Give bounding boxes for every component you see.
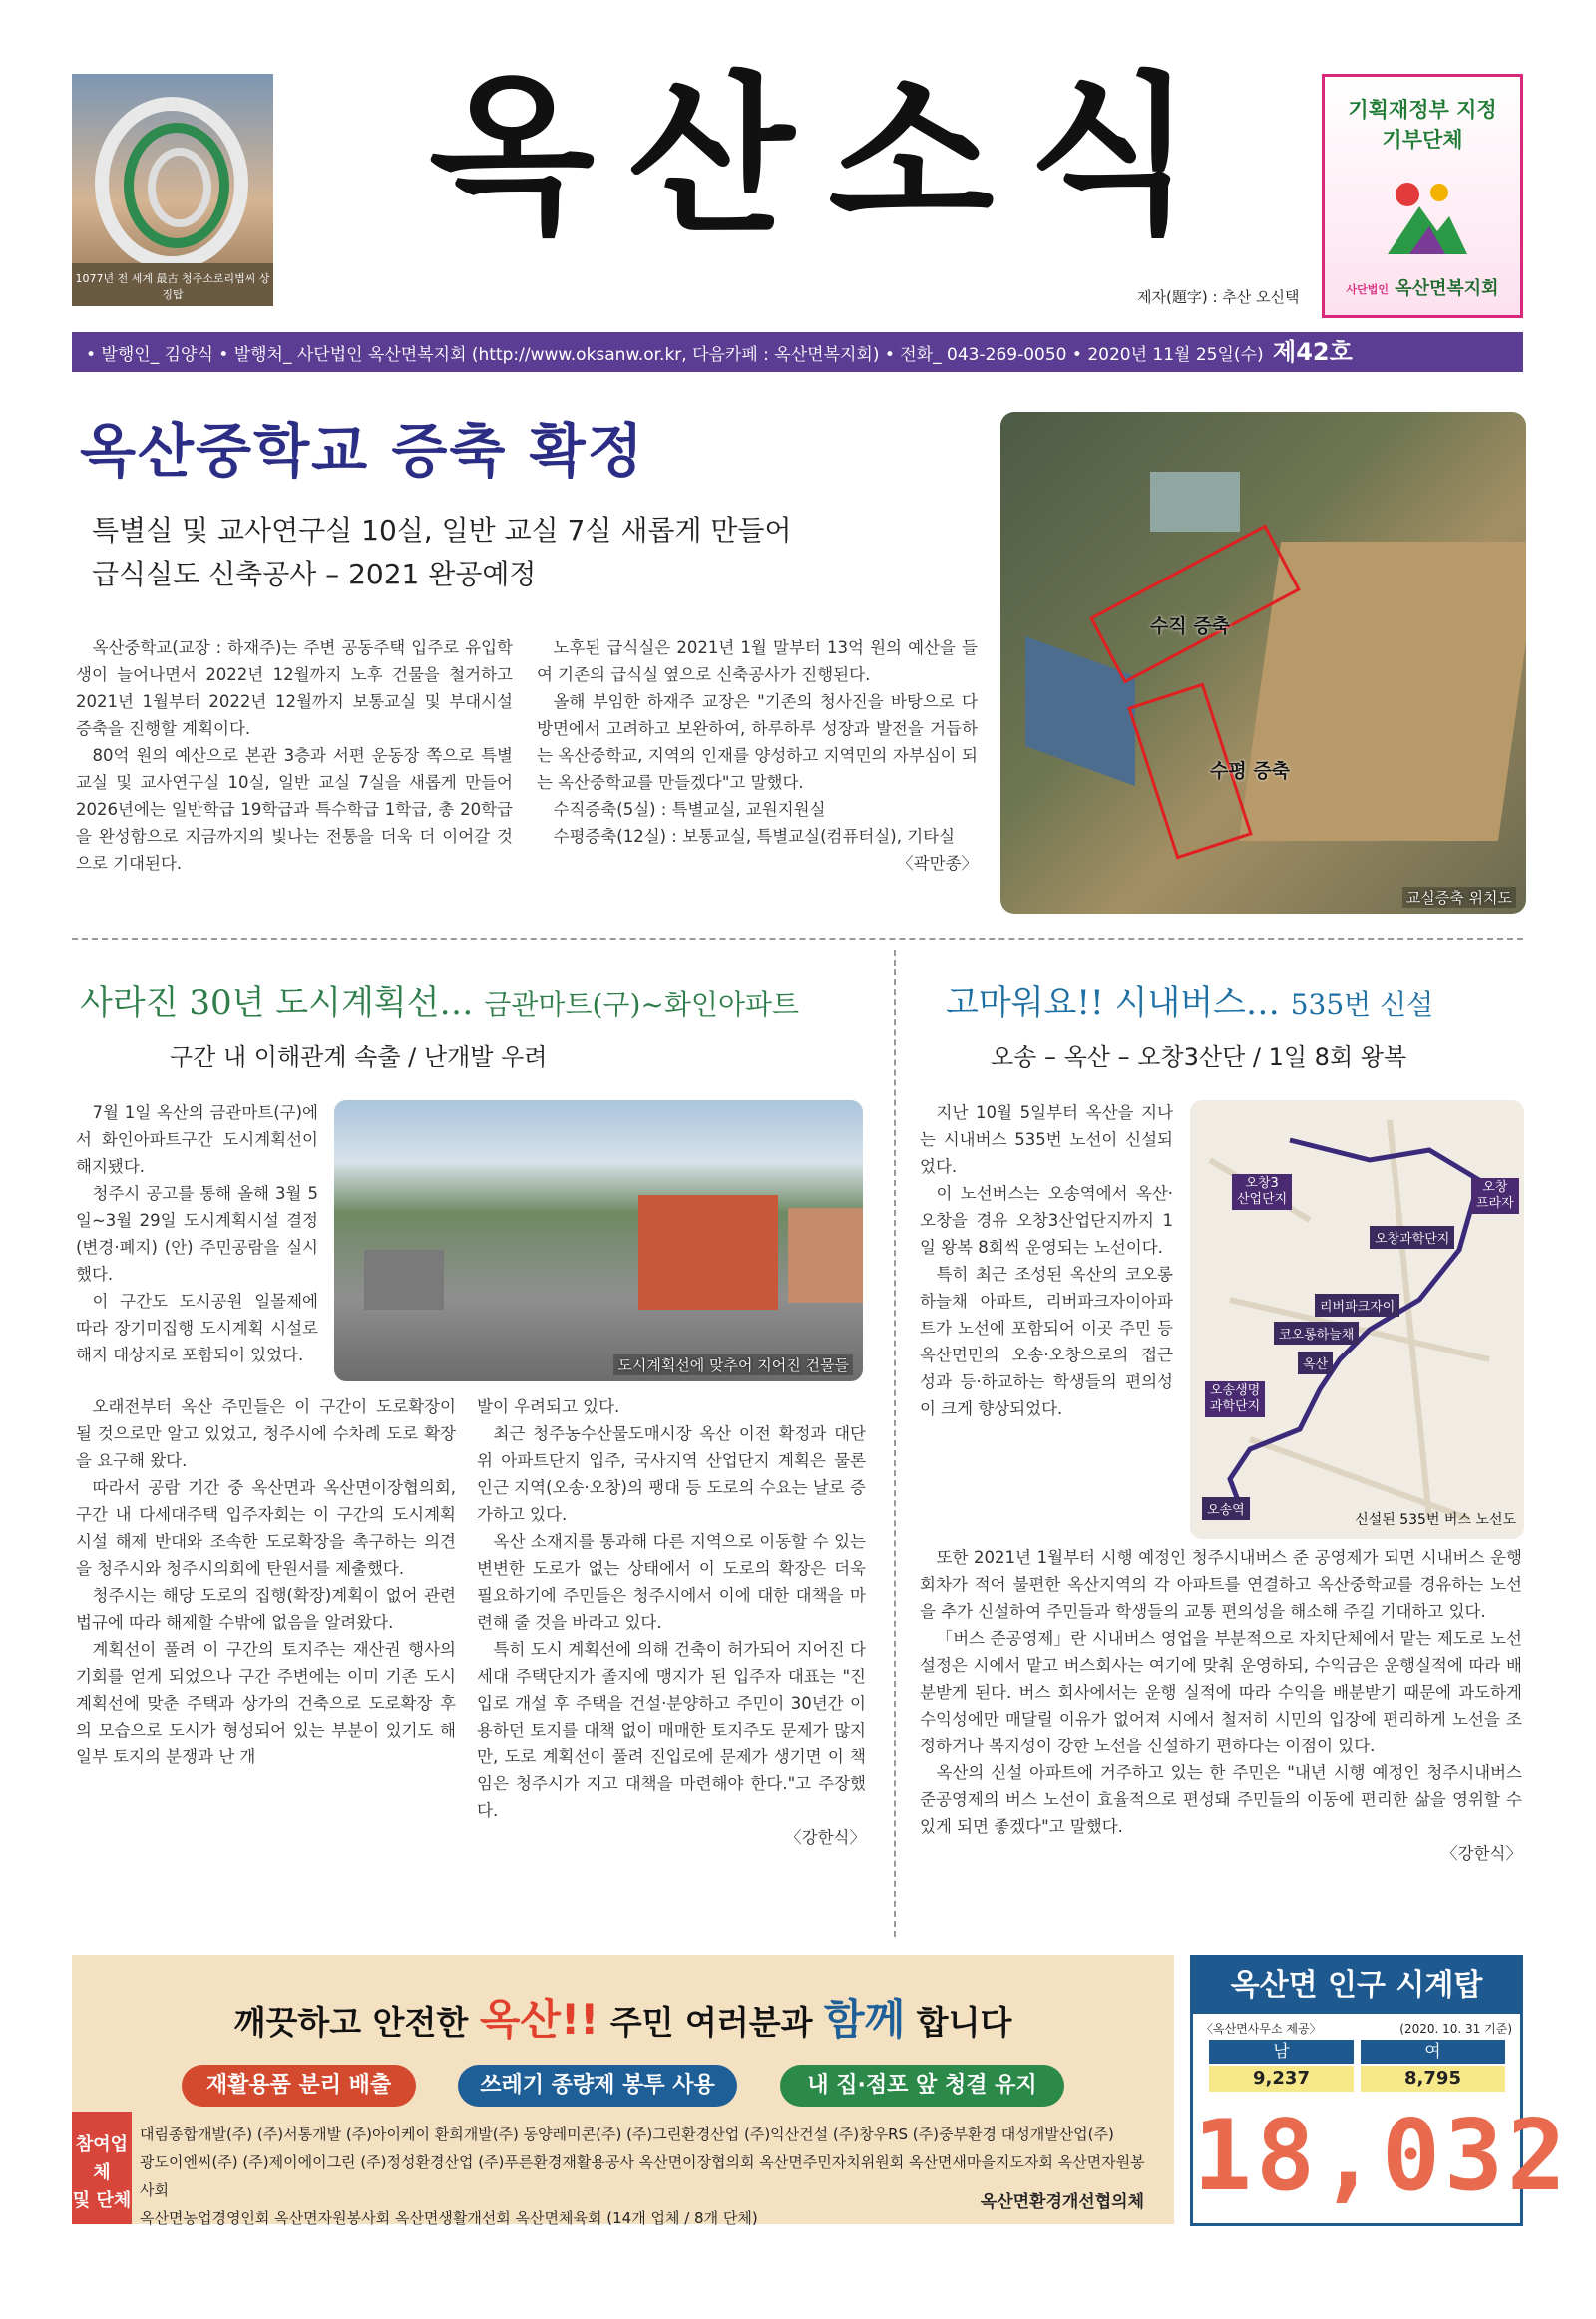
article1-headline: 옥산중학교 증축 확정 <box>80 417 645 485</box>
stop-oknch-industrial: 오창3 산업단지 <box>1232 1174 1292 1210</box>
council-name: 옥산면환경개선협의체 <box>980 2192 1144 2212</box>
route-line <box>1190 1100 1524 1539</box>
bus-route-map <box>1190 1100 1524 1539</box>
article3-author: 〈강한식〉 <box>1441 1844 1522 1863</box>
article2-paragraph: 특히 도시 계획선에 의해 건축이 허가되어 지어진 다세대 주택단지가 졸지에 맹지가 된 입주자 대표는 "진입로 개설 후 주택을 건설·분양하고 주민이 30년간 이용하던 토지를 대책 없이 매매한 토지주도 문제가 많지만, 도로 계획선이 풀려 진입로에 문제가 생기면 이 책임은 청주시가 지고 대책을 마련해야 한다."고 주장했다. <box>477 1640 866 1820</box>
article2-col1-top <box>76 1099 318 1368</box>
article2-col1 <box>76 1393 456 1770</box>
total-population: 18,032 <box>1193 2100 1571 2213</box>
symbol-tower-photo <box>72 74 273 306</box>
article1-paragraph: 올해 부임한 하재주 교장은 "기존의 청사진을 바탕으로 다방면에서 고려하고 보완하여, 하루하루 성장과 발전을 거듭하는 옥산중학교, 지역의 인재를 양성하고 지역민의 자부심이 되는 옥산중학교를 만들겠다"고 말했다. <box>537 692 978 792</box>
article3-col-bottom <box>920 1544 1522 1867</box>
issue-number: 제42호 <box>1273 338 1353 366</box>
map-caption: 신설된 535번 버스 노선도 <box>1355 1512 1516 1528</box>
welfare-logo-icon <box>1380 177 1469 256</box>
article1-col1 <box>76 634 513 877</box>
article1-author: 〈곽만종〉 <box>897 854 978 873</box>
badge-line1: 기획재정부 지정 <box>1348 98 1497 122</box>
publication-info: • 발행인_ 김양식 • 발행처_ 사단법인 옥산면복지회 (http://www.oksanw.or.kr, 다음카페 : 옥산면복지회) • 전화_ 043-269-0050 • 2020년 11월 25일(수) <box>86 345 1264 365</box>
stop-osong-station: 오송역 <box>1202 1497 1250 1520</box>
badge-org-name: 옥산면복지회 <box>1395 278 1499 299</box>
horizontal-extension-label: 수평 증축 <box>1210 760 1291 782</box>
article3-paragraph: 지난 10월 5일부터 옥산을 지나는 시내버스 535번 노선이 신설되었다. <box>920 1103 1173 1176</box>
stop-kolon-haneulchae: 코오롱하늘채 <box>1274 1322 1359 1345</box>
stop-ochang-science: 오창과학단지 <box>1370 1226 1454 1249</box>
article3-headline <box>946 975 1433 1024</box>
female-label: 여 <box>1361 2040 1505 2064</box>
street-photo <box>334 1100 863 1381</box>
campaign-pill-trashbag: 쓰레기 종량제 봉투 사용 <box>458 2065 737 2107</box>
campaign-mid: 주민 여러분과 <box>609 2003 813 2042</box>
population-title: 옥산면 인구 시계탑 <box>1193 1958 1520 2014</box>
article2-paragraph: 계획선이 풀려 이 구간의 토지주는 재산권 행사의 기회를 얻게 되었으나 구간 주변에는 이미 기존 도시 계획선에 맞춘 주택과 상가의 건축으로 도로확장 후의 모습으로 도시가 형성되어 있는 부분이 있기도 해 일부 토지의 분쟁과 난 개 <box>76 1640 456 1766</box>
symbol-caption: 1077년 전 세계 最古 청주소로리볍씨 상징탑 <box>75 272 270 301</box>
stop-osong-bio: 오송생명 과학단지 <box>1205 1381 1265 1417</box>
article2-headline <box>80 975 799 1024</box>
campaign-oksan: 옥산!! <box>479 1995 599 2044</box>
article1-paragraph: 수평증축(12실) : 보통교실, 특별교실(컴퓨터실), 기타실 <box>553 827 956 846</box>
participants-label: 참여업체 및 단체 <box>72 2112 132 2224</box>
population-date: (2020. 10. 31 기준) <box>1399 2022 1512 2036</box>
campaign-ad <box>72 1955 1174 2227</box>
article1-sub2: 급식실도 신축공사 – 2021 완공예정 <box>92 558 537 590</box>
badge-org-prefix: 사단법인 <box>1346 283 1389 296</box>
campaign-together: 함께 <box>824 1995 906 2044</box>
campaign-headline <box>72 1987 1174 2047</box>
article2-paragraph: 최근 청주농수산물도매시장 옥산 이전 확정과 대단위 아파트단지 입주, 국사지역 산업단지 계획은 물론 인근 지역(오송·오창)의 팽대 등 도로의 수요는 날로 증가하고 있다. <box>477 1424 866 1524</box>
school-building <box>1150 472 1240 532</box>
article3-paragraph: 이 노선버스는 오송역에서 옥산·오창을 경유 오창3산업단지까지 1일 왕복 8회씩 운영되는 노선이다. <box>920 1184 1173 1257</box>
article1-paragraph: 수직증축(5실) : 특별교실, 교원지원실 <box>553 800 826 819</box>
section-divider <box>72 938 1523 940</box>
population-source: 〈옥산면사무소 제공〉 <box>1201 2022 1322 2036</box>
aerial-photo-caption: 교실증축 위치도 <box>1402 887 1516 908</box>
article3-paragraph: 옥산의 신설 아파트에 거주하고 있는 한 주민은 "내년 시행 예정인 청주시내버스 준공영제의 버스 노선이 효율적으로 편성돼 주민들의 이동에 편리한 삶을 영위할 수 있게 되면 좋겠다"고 말했다. <box>920 1763 1522 1836</box>
street-photo-caption: 도시계획선에 맞추어 지어진 건물들 <box>613 1354 853 1375</box>
article1-paragraph: 옥산중학교(교장 : 하재주)는 주변 공동주택 입주로 유입학생이 늘어나면서 2022년 12월까지 노후 건물을 철거하고 2021년 1월부터 2022년 12월까지 보통교실 및 부대시설 증축을 진행할 계획이다. <box>76 638 513 738</box>
apartment-building <box>638 1195 778 1310</box>
male-label: 남 <box>1209 2040 1354 2064</box>
article3-subhead: 오송 – 옥산 – 오창3산단 / 1일 8회 왕복 <box>991 1043 1407 1071</box>
article3-headline-small: 535번 신설 <box>1290 988 1434 1021</box>
title-credit: 제자(題字) : 추산 오신택 <box>1137 288 1300 306</box>
article2-paragraph: 7월 1일 옥산의 금관마트(구)에서 화인아파트구간 도시계획선이 해지됐다. <box>76 1103 318 1176</box>
article2-headline-main: 사라진 30년 도시계획선… <box>80 983 474 1023</box>
campaign-pre: 깨끗하고 안전한 <box>233 2003 469 2042</box>
article1-paragraph: 노후된 급식실은 2021년 1월 말부터 13억 원의 예산을 들여 기존의 급식실 옆으로 신축공사가 진행된다. <box>537 638 978 684</box>
article3-paragraph: 또한 2021년 1월부터 시행 예정인 청주시내버스 준 공영제가 되면 시내버스 운행 회차가 적어 불편한 옥산지역의 각 아파트를 연결하고 옥산중학교를 경유하는 노선을 추가 신설하여 주민들과 학생들의 교통 편의성을 해소해 주길 기대하고 있다. <box>920 1548 1522 1621</box>
male-count: 9,237 <box>1209 2066 1354 2092</box>
campaign-post: 합니다 <box>916 2003 1012 2042</box>
female-count: 8,795 <box>1361 2066 1505 2092</box>
article3-headline-main: 고마워요!! 시내버스… <box>946 983 1280 1023</box>
population-clock <box>1190 1955 1571 2226</box>
participants-list <box>140 2121 1154 2232</box>
badge-line2: 기부단체 <box>1382 128 1463 152</box>
article2-paragraph: 오래전부터 옥산 주민들은 이 구간이 도로확장이 될 것으로만 알고 있었고, 청주시에 수차례 도로 확장을 요구해 왔다. <box>76 1397 456 1470</box>
article2-paragraph: 이 구간도 도시공원 일몰제에 따라 장기미집행 도시계획 시설로 해지 대상지로 포함되어 있었다. <box>76 1292 318 1364</box>
article1-sub1: 특별실 및 교사연구실 10실, 일반 교실 7실 새롭게 만들어 <box>92 514 792 547</box>
participants-line: 광도이엔씨(주) (주)제이에이그린 (주)정성환경산업 (주)푸른환경재활용공사 옥산면이장협의회 옥산면주민자치위원회 옥산면새마을지도자회 옥산면자원봉사회 <box>140 2153 1145 2199</box>
article2-col2 <box>477 1393 866 1851</box>
school-aerial-photo <box>1000 412 1526 914</box>
stop-oksan: 옥산 <box>1298 1352 1333 1374</box>
donation-badge <box>1322 74 1523 318</box>
article2-paragraph: 청주시는 해당 도로의 집행(확장)계획이 없어 관련 법규에 따라 해제할 수밖에 없음을 알려왔다. <box>76 1586 456 1632</box>
article1-col2 <box>537 634 978 877</box>
house <box>364 1250 444 1310</box>
article2-subhead: 구간 내 이해관계 속출 / 난개발 우려 <box>170 1043 548 1071</box>
column-divider <box>894 950 896 1937</box>
article2-headline-small: 금관마트(구)~화인아파트 <box>484 988 800 1021</box>
newspaper-title: 옥산소식 <box>429 54 1228 256</box>
campaign-pill-cleanliness: 내 집·점포 앞 청결 유지 <box>780 2065 1064 2107</box>
article2-paragraph: 따라서 공람 기간 중 옥산면과 옥산면이장협의회, 구간 내 다세대주택 입주자회는 이 구간의 도시계획시설 해제 반대와 조속한 도로확장을 촉구하는 의견을 청주시와 청주시의회에 탄원서를 제출했다. <box>76 1478 456 1578</box>
participants-line: 대림종합개발(주) (주)서통개발 (주)아이케이 환희개발(주) 동양레미콘(주) (주)그린환경산업 (주)익산건설 (주)창우RS (주)중부환경 대성개발산업(주) <box>140 2126 1114 2143</box>
vertical-extension-label: 수직 증축 <box>1150 615 1231 637</box>
participants-line: 옥산면농업경영인회 옥산면자원봉사회 옥산면생활개선회 옥산면체육회 (14개 업체 / 8개 단체) <box>140 2209 758 2227</box>
campaign-pill-recycling: 재활용품 분리 배출 <box>182 2065 416 2107</box>
publication-info-bar <box>72 332 1523 372</box>
article1-subheads <box>92 509 792 596</box>
stop-riverpark-xi: 리버파크자이 <box>1315 1294 1399 1317</box>
article1-paragraph: 80억 원의 예산으로 본관 3층과 서편 운동장 쪽으로 특별교실 및 교사연구실 10실, 일반 교실 7실을 새롭게 만들어 2026년에는 일반학급 19학급과 특수학급 1학급, 총 20학급을 완성함으로 지금까지의 빛나는 전통을 더욱 더 이어갈 것으로 기대된다. <box>76 746 513 873</box>
apartment-building <box>788 1208 863 1303</box>
article2-paragraph: 발이 우려되고 있다. <box>477 1397 620 1416</box>
article3-col-top <box>920 1099 1173 1422</box>
article3-paragraph: 특히 최근 조성된 옥산의 코오롱하늘채 아파트, 리버파크자이아파트가 노선에 포함되어 이곳 주민 등 옥산면민의 오송·오창으로의 접근성과 등·하교하는 학생들의 편의성이 크게 향상되었다. <box>920 1265 1173 1418</box>
stop-ochang-plaza: 오창 프라자 <box>1471 1178 1519 1214</box>
article2-paragraph: 청주시 공고를 통해 올해 3월 5일~3월 29일 도시계획시설 결정(변경·폐지) (안) 주민공람을 실시했다. <box>76 1184 318 1284</box>
article3-paragraph: 「버스 준공영제」란 시내버스 영업을 부분적으로 자치단체에서 맡는 제도로 노선 설정은 시에서 맡고 버스회사는 여기에 맞춰 운영하되, 수익금은 운행실적에 따라 배분받게 된다. 버스 회사에서는 운행 실적에 따라 수익을 배분받기 때문에 과도하게 수익성에만 매달릴 이유가 없어져 시에서 철저히 시민의 입장에 편리하게 노선을 조정하거나 복지성이 강한 노선을 신설하기 편하다는 이점이 있다. <box>920 1629 1522 1755</box>
article2-author: 〈강한식〉 <box>785 1828 866 1847</box>
article2-paragraph: 옥산 소재지를 통과해 다른 지역으로 이동할 수 있는 변변한 도로가 없는 상태에서 이 도로의 확장은 더욱 필요하기에 주민들은 청주시에서 이에 대한 대책을 마련해 줄 것을 바라고 있다. <box>477 1532 866 1632</box>
